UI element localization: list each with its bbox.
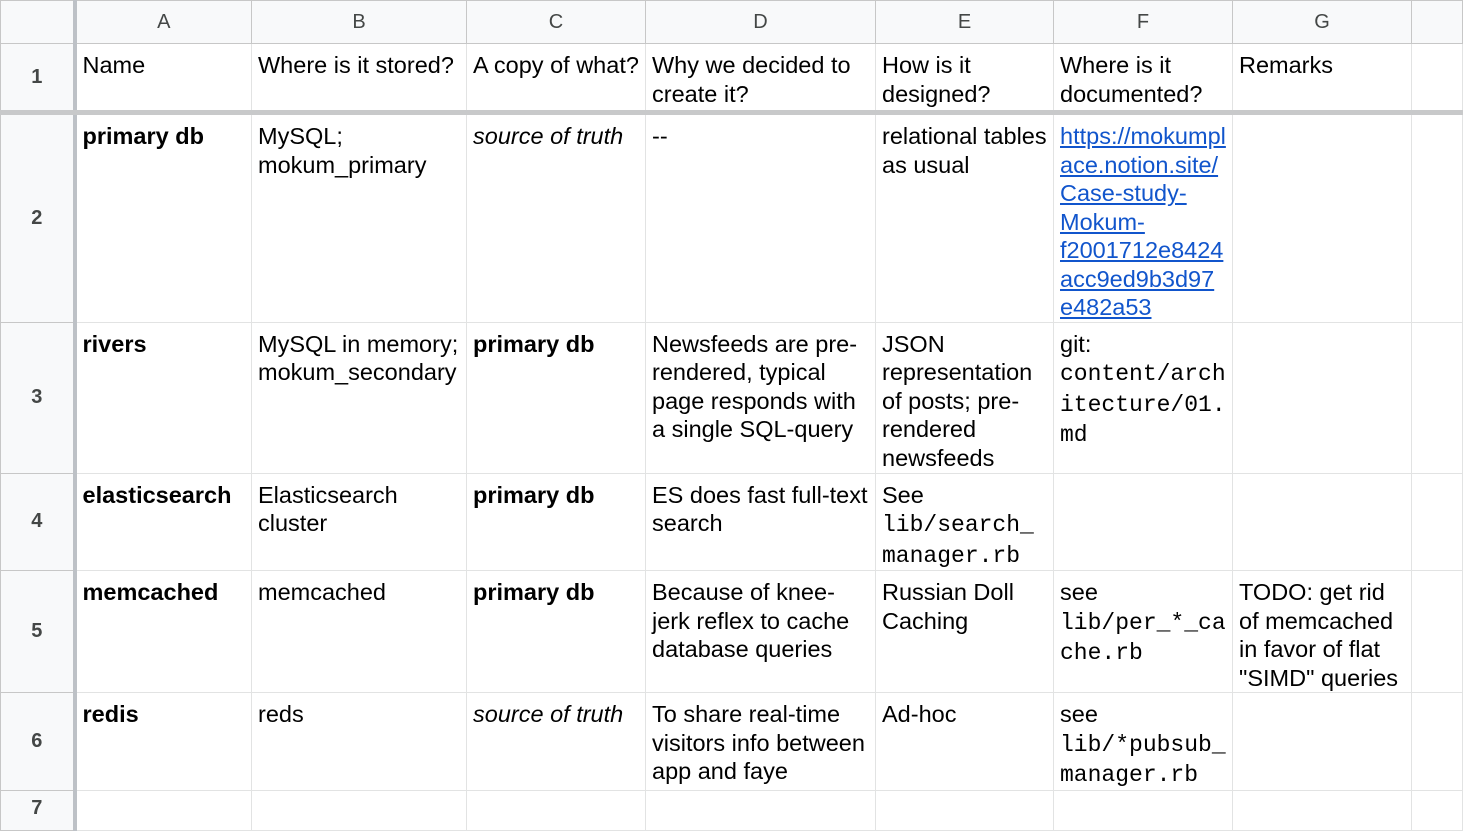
column-header-g[interactable]: G <box>1233 1 1412 44</box>
cell-c1[interactable]: A copy of what? <box>467 44 646 113</box>
column-header-h[interactable] <box>1412 1 1463 44</box>
row-header-7[interactable]: 7 <box>1 790 75 830</box>
cell-e3[interactable]: JSON representation of posts; pre-rendered newsfeeds <box>876 322 1054 473</box>
table-row <box>1 44 1463 113</box>
cell-d4[interactable]: ES does fast full-text search <box>646 473 876 571</box>
column-header-row <box>1 1 1463 44</box>
cell-e7[interactable] <box>876 790 1054 830</box>
cell-c6[interactable]: source of truth <box>467 693 646 791</box>
cell-g1[interactable]: Remarks <box>1233 44 1412 113</box>
row-header-3[interactable]: 3 <box>1 322 75 473</box>
table-row <box>1 113 1463 323</box>
cell-b1[interactable]: Where is it stored? <box>252 44 467 113</box>
cell-h4[interactable] <box>1412 473 1463 571</box>
row-header-4[interactable]: 4 <box>1 473 75 571</box>
cell-b2[interactable]: MySQL; mokum_primary <box>252 113 467 323</box>
column-header-a[interactable]: A <box>75 1 252 44</box>
doc-prefix-text: see <box>1060 579 1098 605</box>
row-header-2[interactable]: 2 <box>1 113 75 323</box>
cell-d5[interactable]: Because of knee-jerk reflex to cache database queries <box>646 571 876 693</box>
table-row <box>1 693 1463 791</box>
cell-a2[interactable]: primary db <box>75 113 252 323</box>
cell-g2[interactable] <box>1233 113 1412 323</box>
cell-d3[interactable]: Newsfeeds are pre-rendered, typical page responds with a single SQL-query <box>646 322 876 473</box>
row-header-5[interactable]: 5 <box>1 571 75 693</box>
cell-h6[interactable] <box>1412 693 1463 791</box>
cell-d6[interactable]: To share real-time visitors info between app and faye <box>646 693 876 791</box>
cell-f5[interactable] <box>1054 571 1233 693</box>
cell-h7[interactable] <box>1412 790 1463 830</box>
cell-f7[interactable] <box>1054 790 1233 830</box>
column-header-c[interactable]: C <box>467 1 646 44</box>
cell-e1[interactable]: How is it designed? <box>876 44 1054 113</box>
design-code-path: lib/search_manager.rb <box>882 512 1034 569</box>
column-header-d[interactable]: D <box>646 1 876 44</box>
documentation-link[interactable]: https://mokumplace.notion.site/Case-study-Mokum-f2001712e8424acc9ed9b3d97e482a53 <box>1060 123 1226 320</box>
doc-prefix-text: git: <box>1060 330 1092 357</box>
doc-code-path: lib/per_*_cache.rb <box>1060 609 1226 666</box>
cell-f6[interactable] <box>1054 693 1233 791</box>
cell-f2[interactable] <box>1054 113 1233 323</box>
cell-a1[interactable]: Name <box>75 44 252 113</box>
cell-a5[interactable]: memcached <box>75 571 252 693</box>
column-header-f[interactable]: F <box>1054 1 1233 44</box>
table-row <box>1 571 1463 693</box>
cell-e6[interactable]: Ad-hoc <box>876 693 1054 791</box>
cell-b7[interactable] <box>252 790 467 830</box>
cell-d1[interactable]: Why we decided to create it? <box>646 44 876 113</box>
cell-b4[interactable]: Elasticsearch cluster <box>252 473 467 571</box>
cell-c7[interactable] <box>467 790 646 830</box>
table-row <box>1 473 1463 571</box>
cell-e4[interactable] <box>876 473 1054 571</box>
cell-f1[interactable]: Where is it documented? <box>1054 44 1233 113</box>
column-header-b[interactable]: B <box>252 1 467 44</box>
cell-h3[interactable] <box>1412 322 1463 473</box>
cell-d7[interactable] <box>646 790 876 830</box>
cell-h5[interactable] <box>1412 571 1463 693</box>
row-header-1[interactable]: 1 <box>1 44 75 113</box>
cell-g4[interactable] <box>1233 473 1412 571</box>
doc-prefix-text: see <box>1060 701 1098 727</box>
cell-f4[interactable] <box>1054 473 1233 571</box>
cell-a7[interactable] <box>75 790 252 830</box>
cell-g3[interactable] <box>1233 322 1412 473</box>
cell-c5[interactable]: primary db <box>467 571 646 693</box>
cell-b3[interactable]: MySQL in memory; mokum_secondary <box>252 322 467 473</box>
cell-g6[interactable] <box>1233 693 1412 791</box>
design-prefix-text: See <box>882 481 924 508</box>
cell-d2[interactable]: -- <box>646 113 876 323</box>
cell-c3[interactable]: primary db <box>467 322 646 473</box>
table-row <box>1 790 1463 830</box>
cell-b5[interactable]: memcached <box>252 571 467 693</box>
cell-g5[interactable]: TODO: get rid of memcached in favor of flat "SIMD" queries <box>1233 571 1412 693</box>
cell-g7[interactable] <box>1233 790 1412 830</box>
cell-c4[interactable]: primary db <box>467 473 646 571</box>
cell-h1[interactable] <box>1412 44 1463 113</box>
cell-c2[interactable]: source of truth <box>467 113 646 323</box>
doc-code-path: content/architecture/01.md <box>1060 361 1226 448</box>
row-header-6[interactable]: 6 <box>1 693 75 791</box>
cell-a4[interactable]: elasticsearch <box>75 473 252 571</box>
cell-h2[interactable] <box>1412 113 1463 323</box>
doc-code-path: lib/*pubsub_manager.rb <box>1060 731 1226 788</box>
select-all-corner[interactable] <box>1 1 75 44</box>
cell-a3[interactable]: rivers <box>75 322 252 473</box>
cell-e2[interactable]: relational tables as usual <box>876 113 1054 323</box>
cell-e5[interactable]: Russian Doll Caching <box>876 571 1054 693</box>
cell-a6[interactable]: redis <box>75 693 252 791</box>
column-header-e[interactable]: E <box>876 1 1054 44</box>
cell-b6[interactable]: reds <box>252 693 467 791</box>
cell-f3[interactable] <box>1054 322 1233 473</box>
table-row <box>1 322 1463 473</box>
